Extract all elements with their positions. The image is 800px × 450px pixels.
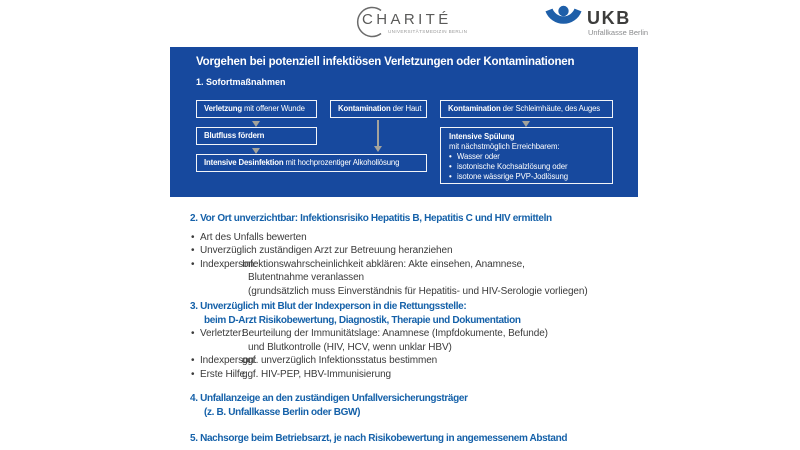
arrow-down-icon	[374, 146, 382, 152]
section-4	[190, 392, 650, 419]
section-2	[190, 212, 650, 299]
list-item: • Verletzter: Beurteilung der Immunitätslage: Anamnese (Impfdokumente, Befunde)	[191, 328, 548, 340]
bullet-icon: •	[191, 231, 195, 243]
panel-title: Vorgehen bei potenziell infektiösen Verletzungen oder Kontaminationen	[196, 56, 575, 68]
flow-box-rinse	[440, 127, 613, 184]
step1-label: 1. Sofortmaßnahmen	[196, 77, 286, 87]
rinse-title: Intensive Spülung	[449, 132, 515, 141]
flow-box-mucosa: Kontamination der Schleimhäute, des Auges	[440, 100, 613, 118]
procedure-panel	[170, 47, 638, 197]
bullet-icon: •	[191, 355, 195, 367]
rinse-subtitle: mit nächstmöglich Erreichbarem:	[449, 142, 560, 151]
charite-wordmark: CHARITÉ	[362, 11, 452, 28]
list-item: • Indexperson: Infektionswahrscheinlichkeit abklären: Akte einsehen, Anamnese,	[191, 258, 525, 270]
list-item-continuation: und Blutkontrolle (HIV, HCV, wenn unklar HBV)	[248, 341, 452, 353]
bullet-icon: •	[191, 328, 195, 340]
section-5	[190, 432, 650, 446]
flow-box-wound: Verletzung mit offener Wunde	[196, 100, 317, 118]
bullet-icon: •	[191, 258, 195, 270]
charite-subtitle: UNIVERSITÄTSMEDIZIN BERLIN	[388, 29, 468, 34]
section-4-heading: 4. Unfallanzeige an den zuständigen Unfallversicherungsträger	[190, 393, 468, 404]
bullet-icon: •	[191, 245, 195, 257]
rinse-bullet: • Wasser oder	[449, 152, 604, 162]
list-item: • Unverzüglich zuständigen Arzt zur Betreuung heranziehen	[191, 245, 453, 257]
flow-box-skin: Kontamination der Haut	[330, 100, 427, 118]
section-3-heading-line2: beim D-Arzt Risikobewertung, Diagnostik, Therapie und Dokumentation	[204, 314, 521, 326]
list-item: • Erste Hilfe: ggf. HIV-PEP, HBV-Immunisierung	[191, 368, 392, 380]
arrow-line	[377, 120, 379, 146]
ukb-shield-icon	[545, 5, 582, 32]
list-item-continuation: Blutentnahme veranlassen	[248, 272, 365, 284]
charite-logo	[352, 3, 467, 41]
ukb-subtitle: Unfallkasse Berlin	[588, 28, 649, 37]
section-3-heading: 3. Unverzüglich mit Blut der Indexperson in die Rettungsstelle:	[190, 301, 467, 312]
section-4-heading-line2: (z. B. Unfallkasse Berlin oder BGW)	[204, 406, 361, 418]
flow-box-bloodflow: Blutfluss fördern	[196, 127, 317, 145]
ukb-wordmark: UKB	[587, 8, 631, 28]
section-3	[190, 300, 650, 382]
list-item: • Indexperson: ggf. unverzüglich Infektionsstatus bestimmen	[191, 355, 438, 367]
list-item: • Art des Unfalls bewerten	[191, 231, 307, 243]
rinse-bullet: • isotonische Kochsalzlösung oder	[449, 162, 604, 172]
section-5-heading: 5. Nachsorge beim Betriebsarzt, je nach Risikobewertung in angemessenem Abstand	[190, 433, 568, 444]
flow-box-disinfection: Intensive Desinfektion mit hochprozentiger Alkohollösung	[196, 154, 427, 172]
ukb-logo	[545, 4, 680, 42]
section-2-heading: 2. Vor Ort unverzichtbar: Infektionsrisiko Hepatitis B, Hepatitis C und HIV ermitteln	[190, 213, 552, 224]
rinse-bullet: • isotone wässrige PVP-Jodlösung	[449, 172, 604, 182]
bullet-icon: •	[191, 368, 195, 380]
list-item-continuation: (grundsätzlich muss Einverständnis für Hepatitis- und HIV-Serologie vorliegen)	[248, 285, 588, 297]
